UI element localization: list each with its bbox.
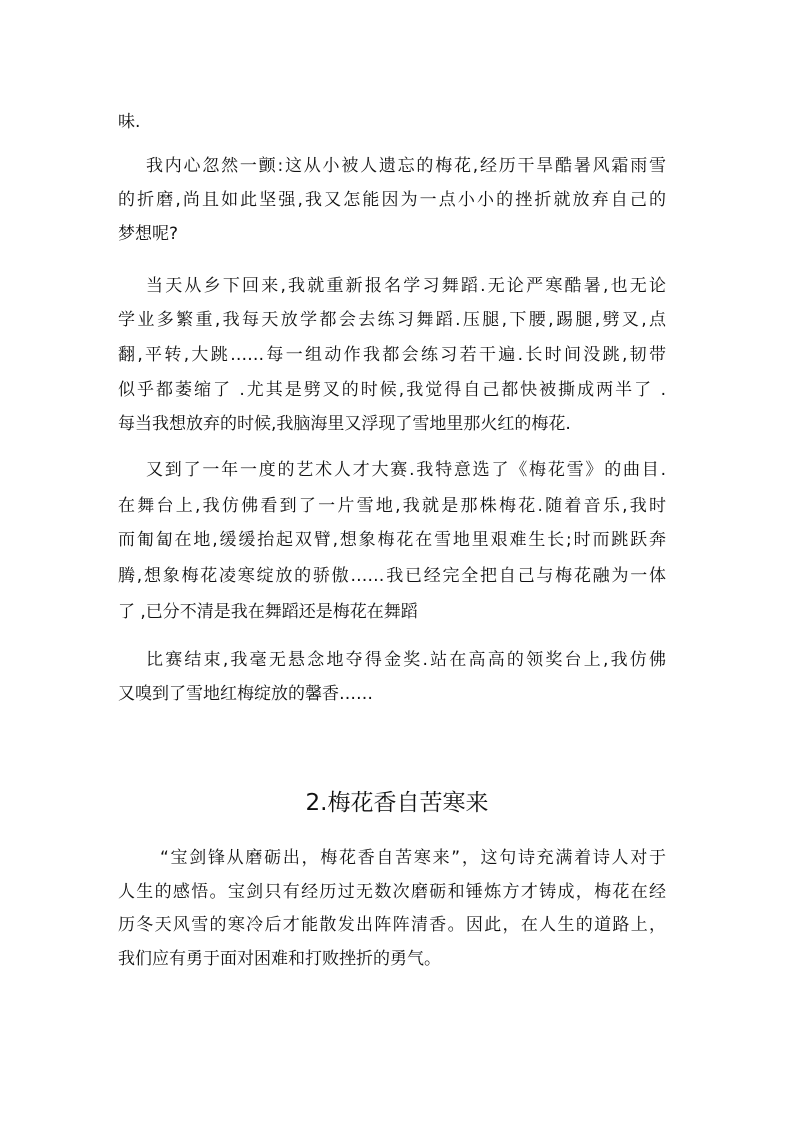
story-line: 味. bbox=[118, 112, 141, 132]
section-heading: 2.梅花香自苦寒来 bbox=[305, 790, 489, 816]
story-line: 而匍匐在地,缓缓抬起双臂,想象梅花在雪地里艰难生长;时而跳跃奔 bbox=[118, 530, 666, 550]
story-line: 似乎都萎缩了 .尤其是劈叉的时候,我觉得自己都快被撕成两半了 . bbox=[118, 380, 666, 400]
story-line: 每当我想放弃的时候,我脑海里又浮现了雪地里那火红的梅花. bbox=[118, 414, 571, 434]
story-line: 在舞台上,我仿佛看到了一片雪地,我就是那株梅花.随着音乐,我时 bbox=[118, 496, 666, 516]
story-line: 腾,想象梅花凌寒绽放的骄傲……我已经完全把自己与梅花融为一体 bbox=[118, 566, 666, 586]
story-line: 学业多繁重,我每天放学都会去练习舞蹈.压腿,下腰,踢腿,劈叉,点 bbox=[118, 310, 666, 330]
story-line: 又到了一年一度的艺术人才大赛.我特意选了《梅花雪》的曲目. bbox=[146, 460, 666, 480]
story-line: 比赛结束,我毫无悬念地夺得金奖.站在高高的领奖台上,我仿佛 bbox=[146, 650, 666, 670]
story-line: 了 ,已分不清是我在舞蹈还是梅花在舞蹈 bbox=[118, 602, 418, 622]
story-line: 我内心忽然一颤:这从小被人遗忘的梅花,经历干旱酷暑风霜雨雪 bbox=[146, 156, 666, 176]
essay-line: 历冬天风雪的寒冷后才能散发出阵阵清香。因此，在人生的道路上， bbox=[118, 915, 666, 935]
essay-line: 我们应有勇于面对困难和打败挫折的勇气。 bbox=[118, 949, 441, 969]
essay-line: “宝剑锋从磨砺出，梅花香自苦寒来”，这句诗充满着诗人对于 bbox=[160, 848, 666, 868]
essay-line: 人生的感悟。宝剑只有经历过无数次磨砺和锤炼方才铸成，梅花在经 bbox=[118, 882, 666, 902]
story-line: 又嗅到了雪地红梅绽放的馨香…… bbox=[118, 684, 373, 704]
story-line: 当天从乡下回来,我就重新报名学习舞蹈.无论严寒酷暑,也无论 bbox=[146, 276, 666, 296]
story-line: 梦想呢? bbox=[118, 224, 179, 244]
story-line: 的折磨,尚且如此坚强,我又怎能因为一点小小的挫折就放弃自己的 bbox=[118, 190, 666, 210]
story-line: 翻,平转,大跳……每一组动作我都会练习若干遍.长时间没跳,韧带 bbox=[118, 345, 666, 365]
